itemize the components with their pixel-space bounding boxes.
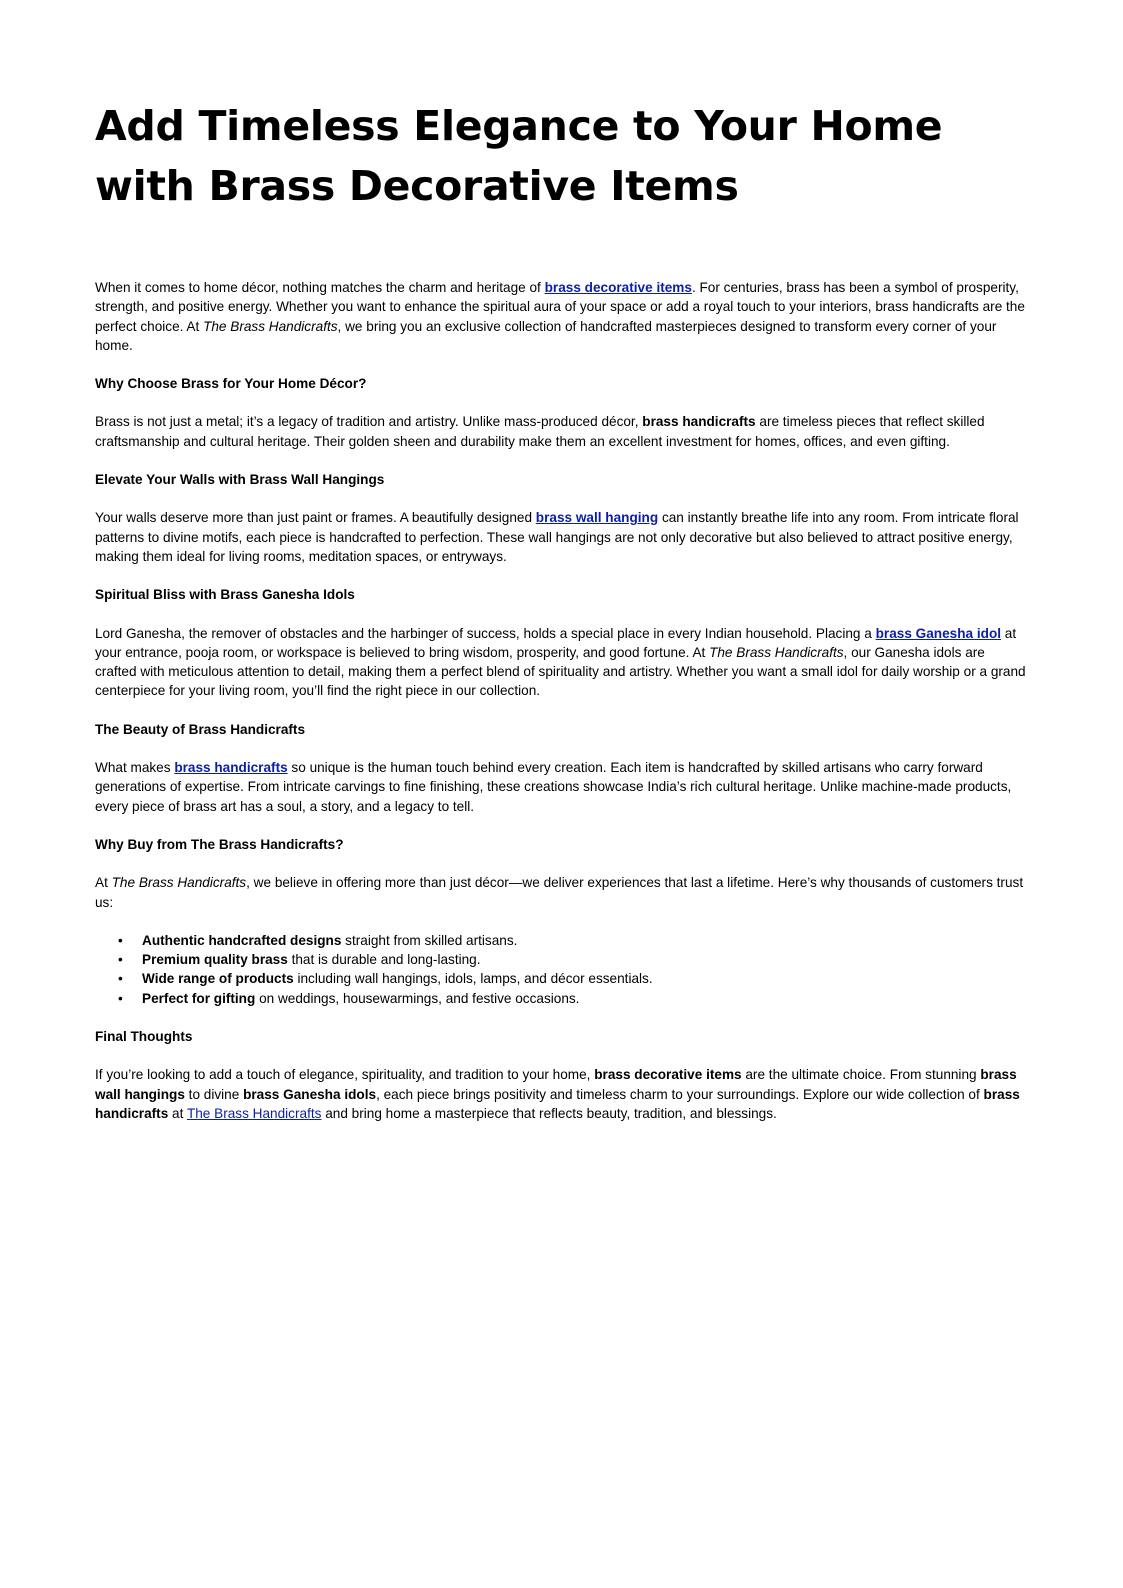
section-heading-final-thoughts: Final Thoughts bbox=[95, 1029, 193, 1045]
brass-ganesha-idol-link[interactable]: brass Ganesha idol bbox=[875, 625, 1002, 641]
wall-hangings-paragraph: Your walls deserve more than just paint or frames. A beautifully designed brass wall hanging can instantly breathe life into any room. From intricate floral patterns to divine motifs, each piece is handcrafted to perfection. These wall hangings are not only decorative but also believed to attract positive energy, making them ideal for living rooms, meditation spaces, or entryways. bbox=[95, 510, 1019, 564]
list-item: • Premium quality brass that is durable and long-lasting. bbox=[142, 950, 1028, 969]
brass-wall-hanging-link[interactable]: brass wall hanging bbox=[535, 510, 659, 526]
brand-name: The Brass Handicrafts bbox=[203, 318, 338, 334]
list-item: • Wide range of products including wall hangings, idols, lamps, and décor essentials. bbox=[142, 969, 1028, 988]
why-buy-paragraph: At The Brass Handicrafts, we believe in offering more than just décor—we deliver experiences that last a lifetime. Here’s why thousands of customers trust us: bbox=[95, 875, 1024, 910]
intro-paragraph: When it comes to home décor, nothing matches the charm and heritage of brass decorative items. For centuries, brass has been a symbol of prosperity, strength, and positive energy. Whether you want to enhance the spiritual aura of your space or add a royal touch to your interiors, brass handicrafts are the perfect choice. At The Brass Handicrafts, we bring you an exclusive collection of handcrafted masterpieces designed to transform every corner of your home. bbox=[95, 280, 1025, 353]
section-heading-ganesha-idols: Spiritual Bliss with Brass Ganesha Idols bbox=[95, 587, 355, 603]
bullet-icon: • bbox=[118, 932, 123, 948]
final-paragraph: If you’re looking to add a touch of elegance, spirituality, and tradition to your home, brass decorative items are the ultimate choice. From stunning brass wall hangings to divine brass Ganesha idols, each piece brings positivity and timeless charm to your surroundings. Explore our wide collection of brass handicrafts at The Brass Handicrafts and bring home a masterpiece that reflects beauty, tradition, and blessings. bbox=[95, 1067, 1020, 1121]
the-brass-handicrafts-link[interactable]: The Brass Handicrafts bbox=[186, 1105, 322, 1121]
section-heading-beauty: The Beauty of Brass Handicrafts bbox=[95, 721, 306, 737]
brand-name: The Brass Handicrafts bbox=[111, 875, 247, 891]
list-item: • Perfect for gifting on weddings, housewarmings, and festive occasions. bbox=[142, 989, 1028, 1008]
beauty-paragraph: What makes brass handicrafts so unique is the human touch behind every creation. Each item is handcrafted by skilled artisans who carry forward generations of expertise. From intricate carvings to fine finishing, these creations showcase India’s rich cultural heritage. Unlike machine-made products, every piece of brass art has a soul, a story, and a legacy to tell. bbox=[95, 760, 1012, 814]
list-item: • Authentic handcrafted designs straight from skilled artisans. bbox=[142, 931, 1028, 950]
why-brass-paragraph: Brass is not just a metal; it’s a legacy of tradition and artistry. Unlike mass-produced décor, brass handicrafts are timeless pieces that reflect skilled craftsmanship and cultural heritage. Their golden sheen and durability make them an excellent investment for homes, offices, and even gifting. bbox=[95, 414, 985, 449]
ganesha-paragraph: Lord Ganesha, the remover of obstacles and the harbinger of success, holds a special place in every Indian household. Placing a brass Ganesha idol at your entrance, pooja room, or workspace is believed to bring wisdom, prosperity, and good fortune. At The Brass Handicrafts, our Ganesha idols are crafted with meticulous attention to detail, making them a perfect blend of spirituality and artistry. Whether you want a small idol for daily worship or a grand centerpiece for your living room, you’ll find the right piece in our collection. bbox=[95, 625, 1026, 699]
section-heading-why-brass: Why Choose Brass for Your Home Décor? bbox=[95, 376, 367, 392]
brass-decorative-items-link[interactable]: brass decorative items bbox=[544, 280, 692, 295]
section-heading-why-buy: Why Buy from The Brass Handicrafts? bbox=[95, 836, 344, 852]
bullet-icon: • bbox=[118, 971, 123, 987]
bullet-icon: • bbox=[118, 990, 123, 1006]
article-body bbox=[95, 278, 1028, 1123]
section-heading-wall-hangings: Elevate Your Walls with Brass Wall Hangings bbox=[95, 472, 385, 488]
bullet-icon: • bbox=[118, 952, 123, 968]
brand-name: The Brass Handicrafts bbox=[709, 644, 844, 660]
reasons-list bbox=[95, 931, 1028, 1008]
brass-handicrafts-link[interactable]: brass handicrafts bbox=[174, 760, 288, 776]
page-title: Add Timeless Elegance to Your Home with Brass Decorative Items bbox=[95, 102, 943, 210]
